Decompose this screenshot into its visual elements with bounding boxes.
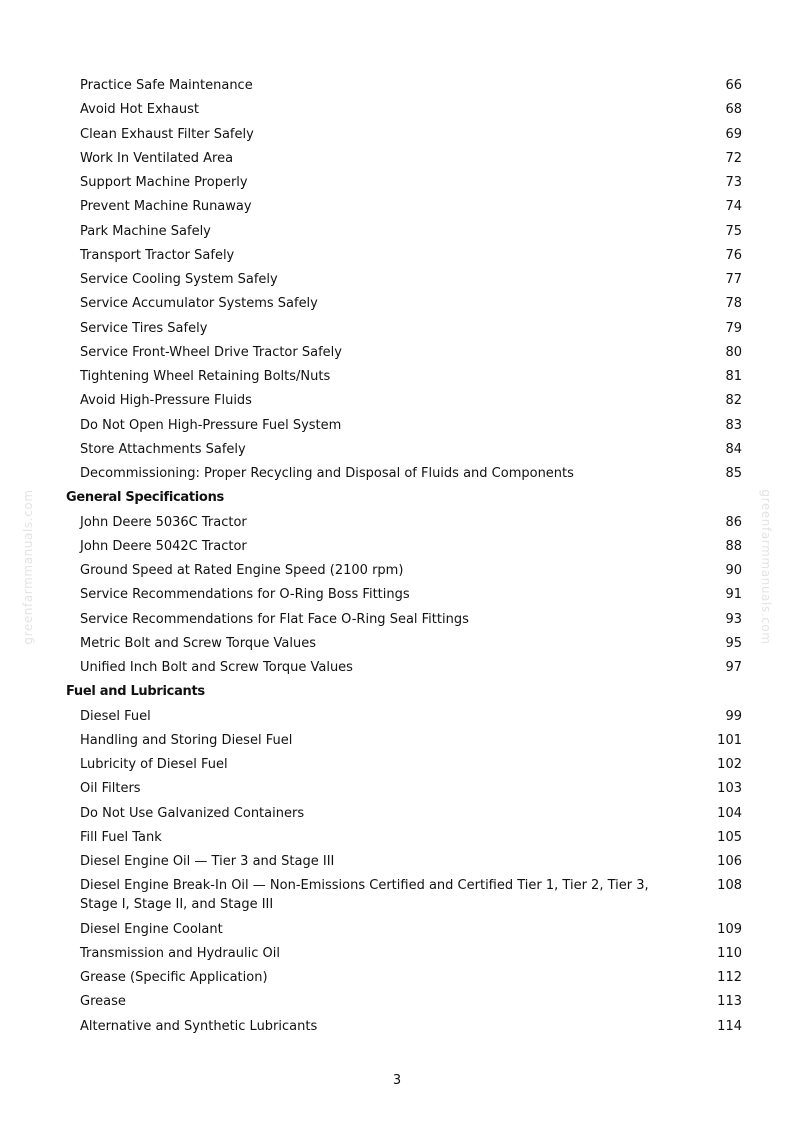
toc-entry-title: Ground Speed at Rated Engine Speed (2100 rpm) (80, 563, 404, 578)
toc-entry-page: 84 (725, 441, 742, 457)
toc-entry[interactable] (66, 416, 742, 435)
toc-entry[interactable] (66, 1017, 742, 1036)
toc-entry-page: 99 (725, 708, 742, 724)
toc-entry-title: Service Accumulator Systems Safely (80, 296, 318, 312)
toc-entry-title: Service Recommendations for O-Ring Boss Fittings (80, 587, 410, 603)
toc-entry-page: 68 (725, 102, 742, 118)
toc-entry[interactable] (66, 992, 742, 1011)
toc-entry-page: 108 (717, 878, 742, 894)
toc-entry[interactable] (66, 319, 742, 338)
table-of-contents (66, 76, 742, 1041)
toc-entry[interactable] (66, 222, 742, 241)
toc-entry-page: 97 (725, 660, 742, 675)
toc-entry-page: 79 (725, 320, 742, 336)
toc-entry-page: 80 (725, 344, 742, 360)
toc-entry[interactable] (66, 755, 742, 774)
toc-entry-page: 106 (717, 854, 742, 869)
toc-entry-title: Fill Fuel Tank (80, 829, 162, 845)
toc-entry[interactable] (66, 779, 742, 798)
toc-entry[interactable] (66, 920, 742, 939)
toc-entry-title: Avoid High-Pressure Fluids (80, 393, 252, 409)
toc-entry[interactable] (66, 944, 742, 963)
toc-entry-page: 90 (725, 563, 742, 578)
toc-entry-page: 114 (717, 1018, 742, 1034)
toc-entry[interactable] (66, 270, 742, 289)
toc-entry-title: Service Front-Wheel Drive Tractor Safely (80, 344, 342, 360)
toc-entry[interactable] (66, 968, 742, 987)
toc-entry-title: Service Cooling System Safely (80, 272, 278, 287)
toc-entry[interactable] (66, 585, 742, 604)
toc-entry-title: John Deere 5036C Tractor (80, 514, 247, 530)
toc-entry-page: 88 (725, 538, 742, 554)
toc-entry-title: Park Machine Safely (80, 223, 211, 239)
toc-entry-page: 75 (725, 223, 742, 239)
toc-entry-title: Grease (Specific Application) (80, 970, 268, 985)
toc-entry-title: Alternative and Synthetic Lubricants (80, 1018, 318, 1034)
toc-entry-title: Do Not Open High-Pressure Fuel System (80, 417, 342, 433)
toc-entry-title: Practice Safe Maintenance (80, 78, 253, 93)
toc-entry[interactable] (66, 828, 742, 847)
page-number: 3 (392, 1073, 402, 1088)
toc-entry-title: Grease (80, 994, 126, 1010)
toc-entry-title: Transmission and Hydraulic Oil (80, 945, 280, 961)
toc-entry-title: Transport Tractor Safely (80, 247, 235, 263)
toc-entry-title: Handling and Storing Diesel Fuel (80, 732, 293, 748)
toc-entry-page: 72 (725, 150, 742, 166)
toc-entry-title: Diesel Engine Break-In Oil — Non-Emissions Certified and Certified Tier 1, Tier 2, Tier 3, Stage I, Stage II, and Stage III (80, 878, 649, 913)
toc-entry[interactable] (66, 537, 742, 556)
toc-entry-title: Decommissioning: Proper Recycling and Disposal of Fluids and Components (80, 466, 574, 481)
toc-entry-page: 113 (717, 994, 742, 1010)
toc-entry-page: 81 (725, 369, 742, 384)
toc-entry-title: General Specifications (66, 490, 224, 506)
toc-entry[interactable] (66, 367, 742, 386)
toc-entry[interactable] (66, 343, 742, 362)
toc-entry[interactable] (66, 294, 742, 313)
toc-entry-page: 76 (725, 247, 742, 263)
toc-entry-page: 95 (725, 635, 742, 651)
toc-entry-page: 77 (725, 272, 742, 287)
toc-entry-title: Unified Inch Bolt and Screw Torque Values (80, 660, 353, 675)
toc-entry-page: 104 (717, 805, 742, 821)
toc-entry-page: 66 (725, 78, 742, 93)
toc-entry[interactable] (66, 440, 742, 459)
toc-entry-title: Support Machine Properly (80, 175, 248, 190)
toc-entry-title: Store Attachments Safely (80, 441, 246, 457)
toc-entry-title: Avoid Hot Exhaust (80, 102, 199, 118)
toc-entry-page: 112 (717, 970, 742, 985)
toc-entry-title: Fuel and Lubricants (66, 684, 205, 700)
toc-entry-title: Do Not Use Galvanized Containers (80, 805, 305, 821)
toc-section-heading (66, 682, 742, 701)
toc-entry[interactable] (66, 173, 742, 192)
toc-entry-page: 109 (717, 921, 742, 937)
toc-entry-title: Prevent Machine Runaway (80, 199, 252, 215)
toc-entry[interactable] (66, 804, 742, 823)
toc-entry-page: 102 (717, 757, 742, 772)
toc-entry[interactable] (66, 100, 742, 119)
toc-entry[interactable] (66, 852, 742, 871)
toc-entry-page: 93 (725, 611, 742, 627)
toc-entry-title: Diesel Fuel (80, 708, 151, 724)
toc-entry-title: Diesel Engine Coolant (80, 921, 223, 937)
toc-entry-page: 85 (725, 466, 742, 481)
toc-entry-title: Service Recommendations for Flat Face O-Ring Seal Fittings (80, 611, 469, 627)
toc-entry-title: Lubricity of Diesel Fuel (80, 757, 228, 772)
toc-entry-page: 86 (725, 514, 742, 530)
toc-entry-title: Tightening Wheel Retaining Bolts/Nuts (80, 369, 331, 384)
toc-entry-page: 74 (725, 199, 742, 215)
toc-entry[interactable] (66, 634, 742, 653)
toc-entry-page: 91 (725, 587, 742, 603)
toc-entry-page: 105 (717, 829, 742, 845)
toc-entry[interactable] (66, 561, 742, 580)
toc-entry-page: 69 (725, 126, 742, 142)
toc-entry[interactable] (66, 610, 742, 629)
toc-entry-title: Service Tires Safely (80, 320, 208, 336)
watermark-right: greenfarmmanuals.com (759, 489, 773, 645)
toc-entry-page: 73 (725, 175, 742, 190)
toc-entry[interactable] (66, 246, 742, 265)
toc-entry-title: Work In Ventilated Area (80, 150, 234, 166)
toc-entry-page: 78 (725, 296, 742, 312)
toc-entry[interactable] (66, 197, 742, 216)
toc-entry[interactable] (66, 125, 742, 144)
toc-entry-title: Metric Bolt and Screw Torque Values (80, 635, 316, 651)
toc-entry[interactable] (66, 513, 742, 532)
toc-entry-title: John Deere 5042C Tractor (80, 538, 247, 554)
toc-entry[interactable] (66, 391, 742, 410)
toc-entry[interactable] (66, 707, 742, 726)
toc-entry-page: 82 (725, 393, 742, 409)
toc-entry[interactable] (66, 149, 742, 168)
toc-entry-title: Clean Exhaust Filter Safely (80, 126, 254, 142)
toc-entry-page: 110 (717, 945, 742, 961)
toc-entry-page: 101 (717, 732, 742, 748)
toc-entry-title: Oil Filters (80, 781, 141, 797)
toc-entry-page: 83 (725, 417, 742, 433)
toc-entry-page: 103 (717, 781, 742, 797)
toc-entry[interactable] (66, 464, 742, 483)
toc-entry[interactable] (66, 876, 742, 914)
toc-section-heading (66, 488, 742, 507)
toc-entry[interactable] (66, 76, 742, 95)
toc-entry[interactable] (66, 731, 742, 750)
toc-entry-title: Diesel Engine Oil — Tier 3 and Stage III (80, 854, 335, 869)
watermark-left: greenfarmmanuals.com (21, 489, 35, 645)
toc-entry[interactable] (66, 658, 742, 677)
